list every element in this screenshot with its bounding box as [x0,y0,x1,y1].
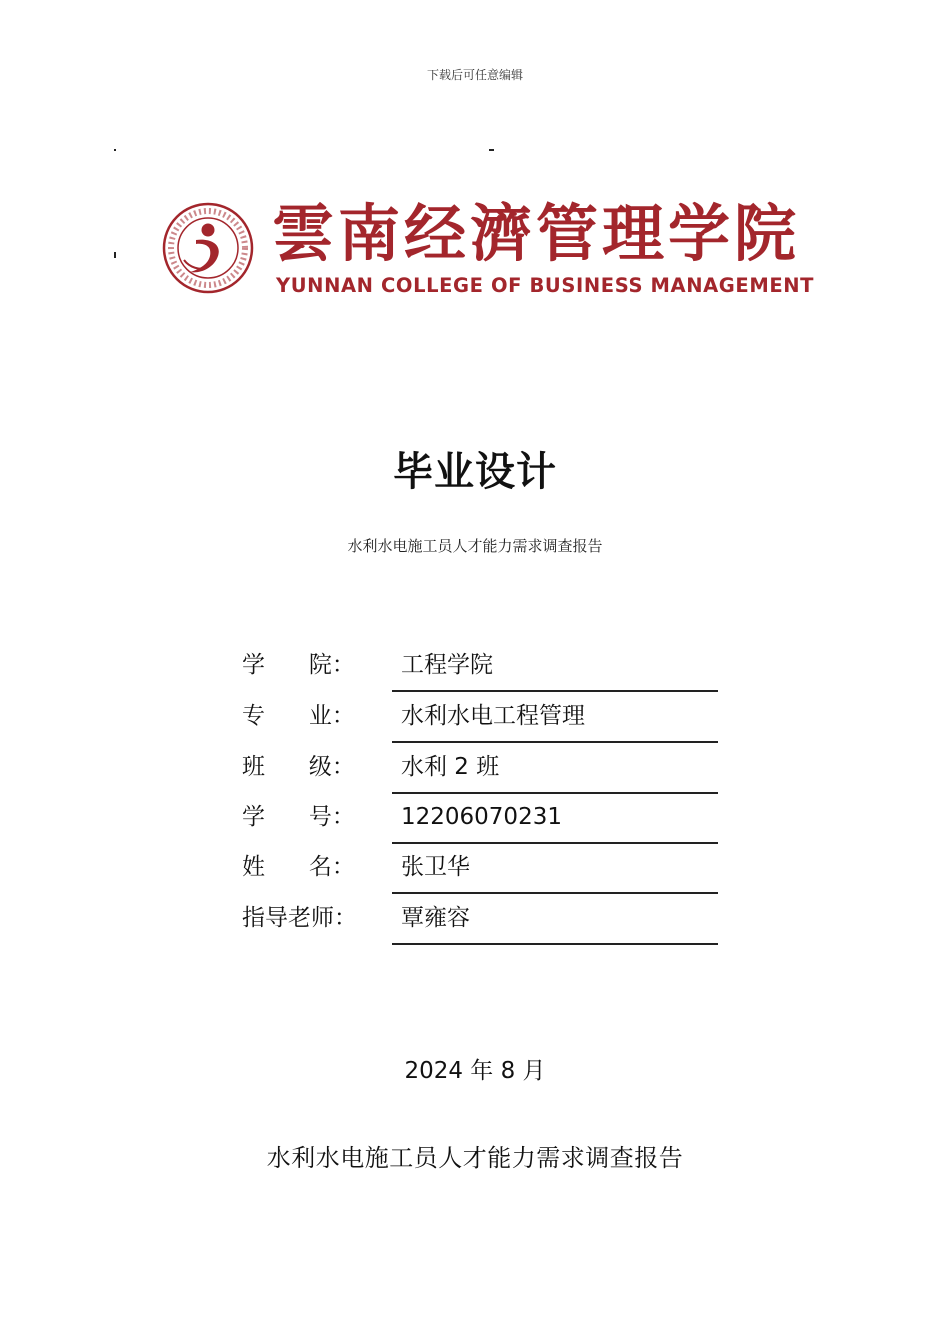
info-value: 张卫华 [401,854,470,880]
info-label: 学 院： [242,652,355,678]
underline [392,943,718,945]
stray-mark [114,252,116,258]
document-subtitle: 水利水电施工员人才能力需求调查报告 [347,537,603,555]
info-label: 姓 名： [242,854,355,880]
stray-mark [489,149,494,151]
info-value: 12206070231 [401,804,562,830]
info-row-class [242,744,718,794]
college-name-cn: 雲南经濟管理学院 [272,197,801,270]
info-label: 学 号： [242,804,355,830]
document-date: 2024 年 8 月 [404,1058,546,1084]
info-row-major [242,693,718,743]
info-value: 覃雍容 [401,905,470,931]
info-label: 专 业： [242,703,355,729]
header-note: 下载后可任意编辑 [426,68,523,82]
college-name-en: YUNNAN COLLEGE OF BUSINESS MANAGEMENT [276,274,815,297]
college-emblem-icon [160,198,256,298]
info-row-student-id [242,794,718,844]
info-label: 指导老师： [242,905,357,931]
info-row-advisor [242,895,718,945]
info-value: 水利 2 班 [401,754,500,780]
info-value: 水利水电工程管理 [401,703,585,729]
report-title: 水利水电施工员人才能力需求调查报告 [266,1144,684,1172]
underline [392,741,718,743]
info-row-name [242,844,718,894]
underline [392,892,718,894]
stray-mark [114,149,116,151]
document-title: 毕业设计 [393,449,557,495]
info-row-college [242,642,718,692]
underline [392,690,718,692]
info-value: 工程学院 [401,652,493,678]
college-logo [160,196,815,304]
info-label: 班 级： [242,754,355,780]
